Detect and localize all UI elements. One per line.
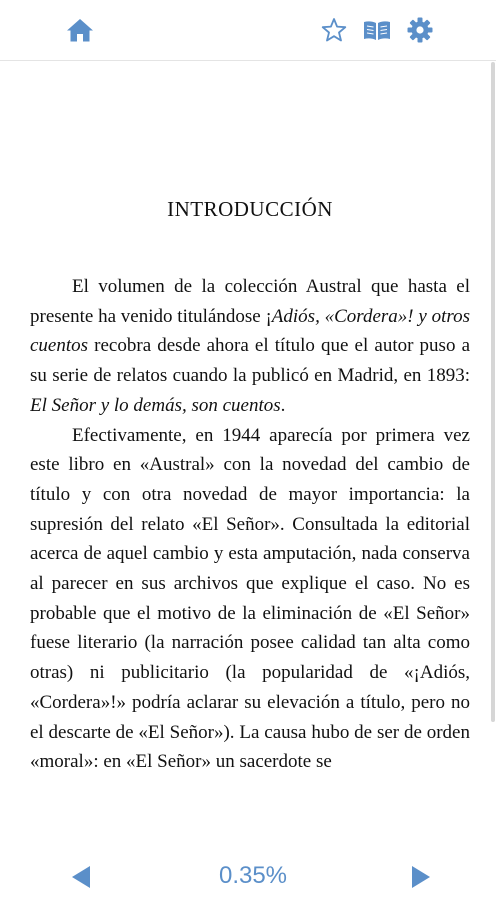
chapter-body bbox=[30, 272, 470, 777]
triangle-right-icon bbox=[408, 864, 434, 890]
gear-icon[interactable] bbox=[404, 14, 436, 46]
paragraph-text: . bbox=[280, 394, 286, 416]
previous-page-button[interactable] bbox=[66, 862, 96, 892]
star-outline-icon[interactable] bbox=[318, 14, 350, 46]
body-paragraph bbox=[30, 272, 470, 421]
body-paragraph bbox=[30, 421, 470, 777]
paragraph-text: recobra desde ahora el título que el autor puso a su serie de relatos cuando la publicó en Madrid, en 1893: bbox=[30, 335, 470, 387]
italic-title-text: Adiós, «Cordera»! y otros cuentos bbox=[30, 305, 470, 357]
triangle-left-icon bbox=[68, 864, 94, 890]
next-page-button[interactable] bbox=[406, 862, 436, 892]
italic-title-text: El Señor y lo demás, son cuentos bbox=[30, 394, 281, 416]
top-toolbar bbox=[0, 0, 496, 61]
reading-pane bbox=[30, 180, 470, 852]
bottom-navigation bbox=[0, 852, 496, 900]
home-icon[interactable] bbox=[64, 14, 96, 46]
paragraph-text: Efectivamente, en 1944 aparecía por primera vez este libro en «Austral» con la novedad del cambio de título y con otra novedad de mayor importancia: la supresión del relato «El Señor». Consultada la editorial acerca de aquel cambio y esta amputación, nada conserva al parecer en sus archivos que explique el caso. No es probable que el motivo de la eliminación de «El Señor» fuese literario (la narración posee calidad tan alta como otras) ni publicitario (la popularidad de «¡Adiós, «Cordera»!» podría aclarar su elevación a título, pero no el descarte de «El Señor»). La causa hubo de ser de orden «moral»: en «El Señor» un sacerdote se bbox=[30, 424, 470, 773]
paragraph-text: El volumen de la colección Austral que hasta el presente ha venido titulándose ¡ bbox=[30, 276, 470, 327]
chapter-title: INTRODUCCIÓN bbox=[167, 197, 333, 221]
scrollbar-thumb[interactable] bbox=[491, 62, 495, 722]
reading-progress: 0.35% bbox=[218, 862, 288, 889]
open-book-icon[interactable] bbox=[361, 14, 393, 46]
